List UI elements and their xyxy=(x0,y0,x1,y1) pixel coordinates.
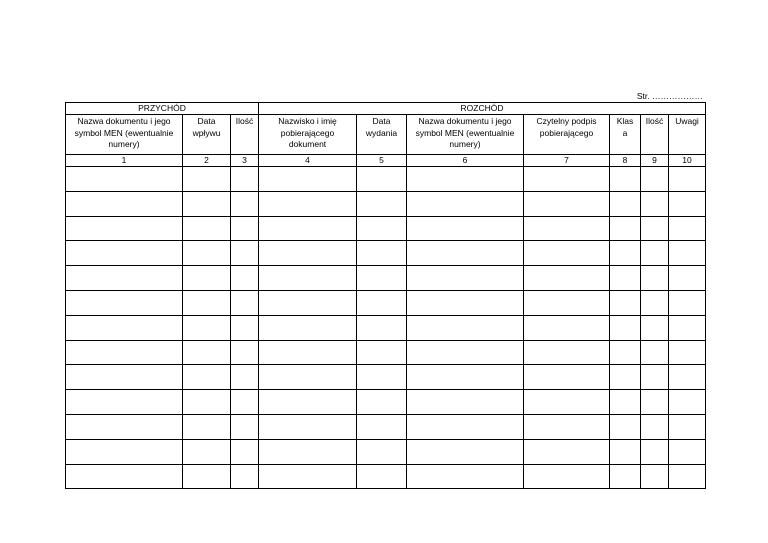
entry-cell[interactable] xyxy=(231,191,259,216)
entry-cell[interactable] xyxy=(524,365,610,390)
entry-cell[interactable] xyxy=(669,241,706,266)
entry-cell[interactable] xyxy=(259,266,357,291)
header-class xyxy=(610,115,641,155)
entry-cell[interactable] xyxy=(641,241,669,266)
entry-cell[interactable] xyxy=(641,365,669,390)
entry-cell[interactable] xyxy=(183,191,231,216)
entry-cell[interactable] xyxy=(610,315,641,340)
entry-cell[interactable] xyxy=(669,315,706,340)
entry-cell[interactable] xyxy=(407,414,524,439)
header-notes xyxy=(669,115,706,155)
header-expense-document-name xyxy=(407,115,524,155)
table-row xyxy=(66,191,706,216)
header-label: Data wpływu xyxy=(192,116,221,138)
entry-cell[interactable] xyxy=(524,167,610,192)
table-row xyxy=(66,216,706,241)
entry-cell[interactable] xyxy=(669,167,706,192)
entry-cell[interactable] xyxy=(669,266,706,291)
column-number: 7 xyxy=(524,155,610,167)
entry-cell[interactable] xyxy=(641,315,669,340)
entry-cell[interactable] xyxy=(231,290,259,315)
entry-cell[interactable] xyxy=(669,390,706,415)
entry-cell[interactable] xyxy=(183,167,231,192)
entry-cell[interactable] xyxy=(641,340,669,365)
table-row xyxy=(66,241,706,266)
entry-cell[interactable] xyxy=(610,414,641,439)
entry-cell[interactable] xyxy=(524,340,610,365)
entry-cell[interactable] xyxy=(407,365,524,390)
entry-cell[interactable] xyxy=(610,241,641,266)
header-expense-quantity xyxy=(641,115,669,155)
entry-cell[interactable] xyxy=(66,390,183,415)
entry-cell[interactable] xyxy=(610,191,641,216)
entry-cell[interactable] xyxy=(357,315,407,340)
entry-cell[interactable] xyxy=(66,241,183,266)
entry-cell[interactable] xyxy=(357,414,407,439)
entry-cell[interactable] xyxy=(357,340,407,365)
entry-cell[interactable] xyxy=(259,167,357,192)
entry-cell[interactable] xyxy=(66,439,183,464)
entry-cell[interactable] xyxy=(669,414,706,439)
entry-cell[interactable] xyxy=(610,216,641,241)
entry-cell[interactable] xyxy=(231,365,259,390)
column-number: 8 xyxy=(610,155,641,167)
table-row xyxy=(66,390,706,415)
entry-cell[interactable] xyxy=(669,464,706,489)
entry-cell[interactable] xyxy=(183,315,231,340)
entry-cell[interactable] xyxy=(610,266,641,291)
entry-cell[interactable] xyxy=(524,439,610,464)
entry-cell[interactable] xyxy=(183,241,231,266)
entry-cell[interactable] xyxy=(407,290,524,315)
entry-cell[interactable] xyxy=(357,390,407,415)
entry-cell[interactable] xyxy=(610,390,641,415)
entry-cell[interactable] xyxy=(259,191,357,216)
entry-cell[interactable] xyxy=(357,241,407,266)
header-label: Nazwisko i imię pobierającego dokument xyxy=(278,116,337,149)
header-income-document-name xyxy=(66,115,183,155)
entry-cell[interactable] xyxy=(66,290,183,315)
table-row xyxy=(66,414,706,439)
entry-cell[interactable] xyxy=(66,191,183,216)
entry-cell[interactable] xyxy=(183,439,231,464)
entry-cell[interactable] xyxy=(357,167,407,192)
table-row xyxy=(66,167,706,192)
entry-cell[interactable] xyxy=(183,464,231,489)
entry-cell[interactable] xyxy=(641,216,669,241)
header-label: Uwagi xyxy=(675,116,699,126)
entry-cell[interactable] xyxy=(357,290,407,315)
entry-cell[interactable] xyxy=(357,365,407,390)
entry-cell[interactable] xyxy=(259,464,357,489)
entry-cell[interactable] xyxy=(66,464,183,489)
column-number: 4 xyxy=(259,155,357,167)
entry-cell[interactable] xyxy=(641,290,669,315)
entry-cell[interactable] xyxy=(641,191,669,216)
entry-cell[interactable] xyxy=(524,315,610,340)
entry-cell[interactable] xyxy=(259,414,357,439)
entry-cell[interactable] xyxy=(407,216,524,241)
column-number: 10 xyxy=(669,155,706,167)
document-register-table xyxy=(65,102,706,489)
table-row xyxy=(66,439,706,464)
header-income-quantity xyxy=(231,115,259,155)
header-label: Czytelny podpis pobierającego xyxy=(536,116,597,138)
entry-cell[interactable] xyxy=(259,315,357,340)
entry-cell[interactable] xyxy=(183,216,231,241)
entry-cell[interactable] xyxy=(524,464,610,489)
entry-cell[interactable] xyxy=(407,390,524,415)
section-header-row xyxy=(66,103,706,115)
entry-cell[interactable] xyxy=(231,414,259,439)
entry-cell[interactable] xyxy=(641,167,669,192)
table-row xyxy=(66,365,706,390)
entry-cell[interactable] xyxy=(407,266,524,291)
entry-cell[interactable] xyxy=(357,464,407,489)
entry-cell[interactable] xyxy=(357,191,407,216)
entry-cell[interactable] xyxy=(231,167,259,192)
entry-cell[interactable] xyxy=(524,390,610,415)
entry-cell[interactable] xyxy=(407,464,524,489)
entry-cell[interactable] xyxy=(231,390,259,415)
table-row xyxy=(66,315,706,340)
entry-cell[interactable] xyxy=(183,266,231,291)
entry-cell[interactable] xyxy=(407,340,524,365)
header-issue-date xyxy=(357,115,407,155)
entry-cell[interactable] xyxy=(610,167,641,192)
entry-cell[interactable] xyxy=(259,340,357,365)
entry-cell[interactable] xyxy=(231,464,259,489)
entry-cell[interactable] xyxy=(407,315,524,340)
entry-cell[interactable] xyxy=(610,365,641,390)
header-label: Nazwa dokumentu i jego symbol MEN (ewentualnie numery) xyxy=(415,116,515,149)
header-recipient-name xyxy=(259,115,357,155)
entry-cell[interactable] xyxy=(231,216,259,241)
entry-cell[interactable] xyxy=(524,414,610,439)
entry-cell[interactable] xyxy=(669,340,706,365)
entry-cell[interactable] xyxy=(231,315,259,340)
column-number: 6 xyxy=(407,155,524,167)
entry-cell[interactable] xyxy=(641,390,669,415)
entry-cell[interactable] xyxy=(66,266,183,291)
header-receipt-date xyxy=(183,115,231,155)
entry-cell[interactable] xyxy=(231,439,259,464)
entry-cell[interactable] xyxy=(641,439,669,464)
entry-cell[interactable] xyxy=(231,340,259,365)
entry-cell[interactable] xyxy=(641,266,669,291)
entry-cell[interactable] xyxy=(183,390,231,415)
entry-cell[interactable] xyxy=(183,340,231,365)
table-row xyxy=(66,464,706,489)
entry-cell[interactable] xyxy=(259,290,357,315)
entry-cell[interactable] xyxy=(641,414,669,439)
column-number: 1 xyxy=(66,155,183,167)
entry-cell[interactable] xyxy=(259,390,357,415)
entry-cell[interactable] xyxy=(669,290,706,315)
entry-cell[interactable] xyxy=(610,340,641,365)
entry-cell[interactable] xyxy=(524,266,610,291)
entry-cell[interactable] xyxy=(610,464,641,489)
entry-cell[interactable] xyxy=(407,439,524,464)
entry-cell[interactable] xyxy=(66,216,183,241)
entry-cell[interactable] xyxy=(357,266,407,291)
entry-cell[interactable] xyxy=(66,167,183,192)
entry-cell[interactable] xyxy=(183,365,231,390)
column-number: 3 xyxy=(231,155,259,167)
entry-cell[interactable] xyxy=(231,266,259,291)
table-row xyxy=(66,290,706,315)
entry-cell[interactable] xyxy=(524,290,610,315)
entry-cell[interactable] xyxy=(669,216,706,241)
entry-cell[interactable] xyxy=(669,439,706,464)
entry-cell[interactable] xyxy=(524,191,610,216)
entry-cell[interactable] xyxy=(259,439,357,464)
entry-cell[interactable] xyxy=(407,191,524,216)
entry-cell[interactable] xyxy=(524,241,610,266)
column-number: 2 xyxy=(183,155,231,167)
table-row xyxy=(66,340,706,365)
header-label: Ilość xyxy=(645,116,664,126)
header-label: Klasa xyxy=(616,116,634,138)
entry-cell[interactable] xyxy=(231,241,259,266)
column-number: 5 xyxy=(357,155,407,167)
entry-cell[interactable] xyxy=(183,414,231,439)
column-number: 9 xyxy=(641,155,669,167)
entry-cell[interactable] xyxy=(259,365,357,390)
header-recipient-signature xyxy=(524,115,610,155)
entry-cell[interactable] xyxy=(66,365,183,390)
entry-cell[interactable] xyxy=(66,414,183,439)
entry-cell[interactable] xyxy=(357,216,407,241)
entry-cell[interactable] xyxy=(66,315,183,340)
entry-cell[interactable] xyxy=(259,241,357,266)
entry-cell[interactable] xyxy=(357,439,407,464)
header-label: Data wydania xyxy=(365,116,398,138)
entry-cell[interactable] xyxy=(610,439,641,464)
page-number-label: Str. ……………… xyxy=(636,91,703,101)
entry-cell[interactable] xyxy=(407,241,524,266)
entry-cell[interactable] xyxy=(524,216,610,241)
entry-cell[interactable] xyxy=(66,340,183,365)
table-row xyxy=(66,266,706,291)
entry-cell[interactable] xyxy=(669,191,706,216)
section-expense: ROZCHÓD xyxy=(259,103,706,115)
entry-cell[interactable] xyxy=(669,365,706,390)
column-header-row xyxy=(66,115,706,155)
entry-cell[interactable] xyxy=(183,290,231,315)
column-number-row xyxy=(66,155,706,167)
entry-cell[interactable] xyxy=(407,167,524,192)
header-label: Ilość xyxy=(235,116,254,126)
header-label: Nazwa dokumentu i jego symbol MEN (ewentualnie numery) xyxy=(74,116,174,149)
entry-cell[interactable] xyxy=(259,216,357,241)
entry-cell[interactable] xyxy=(641,464,669,489)
section-income: PRZYCHÓD xyxy=(66,103,259,115)
entry-cell[interactable] xyxy=(610,290,641,315)
